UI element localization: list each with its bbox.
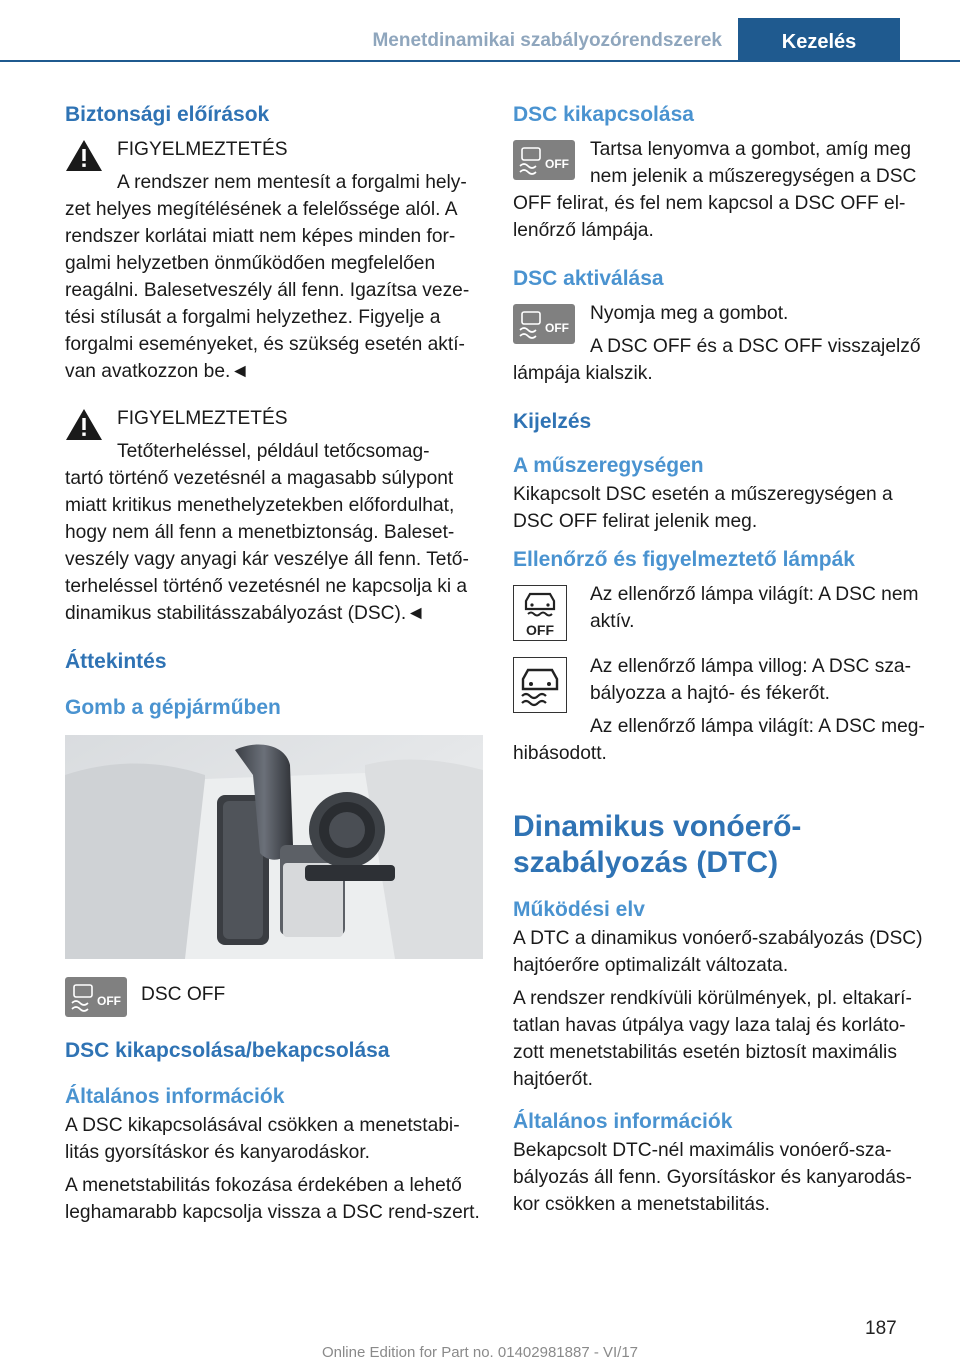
instrument-cluster-text: Kikapcsolt DSC esetén a műszeregységen a DSC OFF felirat jelenik meg. — [513, 484, 893, 532]
lamp-fault-text-first: Az ellenőrző lámpa világít: A DSC meg- — [590, 716, 925, 737]
dsc-off-button-icon — [513, 304, 575, 344]
dsc-off-instruction — [513, 136, 925, 190]
off-icon-label: OFF — [526, 622, 554, 638]
dsc-off-caption: DSC OFF — [141, 984, 226, 1005]
warning-label: FIGYELMEZTETÉS — [117, 408, 288, 429]
dsc-on-instruction — [513, 300, 925, 360]
lamp-fault-text: hibásodott. — [513, 743, 607, 764]
overview-heading: Áttekintés — [65, 650, 167, 673]
dsc-off-button-icon — [65, 977, 127, 1017]
dsc-off-text-first: Tartsa lenyomva a gombot, amíg meg nem jelenik a műszeregységen a DSC — [590, 139, 917, 187]
safety-heading: Biztonsági előírások — [65, 103, 270, 126]
dsc-off-heading: DSC kikapcsolása — [513, 103, 694, 126]
center-console-image — [65, 735, 483, 959]
dtc-heading-line-1: Dinamikus vonóerő- — [513, 810, 802, 843]
lamp-row-off — [513, 581, 925, 643]
warning-text-first: Tetőterheléssel, például tetőcsomag- — [117, 441, 430, 462]
dsc-on-text-2-first: A DSC OFF és a DSC OFF visszajelző — [590, 336, 921, 357]
principle-text-1: A DTC a dinamikus vonóerő-szabályozás (DSC) hajtóerőre optimalizált változata. — [513, 928, 923, 976]
principle-heading: Működési elv — [513, 898, 645, 921]
warning-triangle-icon — [65, 138, 103, 172]
page-number: 187 — [865, 1318, 897, 1339]
warning-label: FIGYELMEZTETÉS — [117, 139, 288, 160]
dsc-active-lamp-icon — [513, 657, 567, 713]
header-rule — [0, 60, 960, 62]
header-section-title: Menetdinamikai szabályozórendszerek — [372, 30, 722, 51]
warning-text: zet helyes megítélésének a felelőssége alól. A rendszer korlátai miatt nem képes minden for-galmi helyzetben önműködően megfelelően reagálni. Balesetveszély áll fenn. Igazítsa veze-tési stílusát a forgalmi helyzethez. Figyelje a forgalmi eseményeket, és szükség esetén aktí-van avatkozzon be.◄ — [65, 199, 470, 382]
general-info-heading-2: Általános információk — [513, 1110, 733, 1133]
right-column — [513, 100, 925, 1224]
dsc-on-text-2: lámpája kialszik. — [513, 363, 653, 384]
edition-footer: Online Edition for Part no. 01402981887 - VI/17 — [321, 1344, 639, 1361]
header-tab: Kezelés — [738, 18, 900, 60]
warning-triangle-icon — [65, 407, 103, 441]
lamp-row-active — [513, 653, 925, 740]
dsc-off-lamp-icon — [513, 585, 567, 641]
button-in-vehicle-heading: Gomb a gépjárműben — [65, 696, 281, 719]
off-icon-label: OFF — [545, 157, 569, 171]
display-heading: Kijelzés — [513, 410, 592, 433]
lamp-off-text: Az ellenőrző lámpa világít: A DSC nem aktív. — [590, 584, 919, 632]
general-info-heading: Általános információk — [65, 1085, 285, 1108]
dsc-off-caption-row — [65, 973, 483, 1008]
dtc-heading-line-2: szabályozás (DTC) — [513, 846, 779, 879]
general-info-text-1: A DSC kikapcsolásával csökken a menetstabi-litás gyorsításkor és kanyarodáskor. — [65, 1115, 460, 1163]
instrument-cluster-heading: A műszeregységen — [513, 454, 704, 477]
dtc-heading — [513, 809, 925, 881]
warning-text-first: A rendszer nem mentesít a forgalmi hely- — [117, 172, 467, 193]
general-info-text-3: Bekapcsolt DTC-nél maximális vonóerő-sza-bályozás áll fenn. Gyorsításkor és kanyarodás-kor csökken a menetstabilitás. — [513, 1140, 912, 1215]
dsc-toggle-heading: DSC kikapcsolása/bekapcsolása — [65, 1039, 390, 1062]
center-console-photo — [65, 735, 483, 959]
lamp-active-text: Az ellenőrző lámpa villog: A DSC sza-bályozza a hajtó- és fékerőt. — [590, 656, 911, 704]
dsc-on-text-1: Nyomja meg a gombot. — [590, 303, 789, 324]
warning-block-2 — [65, 405, 483, 627]
warning-block-1 — [65, 136, 483, 385]
dsc-off-button-icon — [513, 140, 575, 180]
warning-text: tartó történő vezetésnél a magasabb súlypont miatt kritikus menethelyzetekben előfordulhat, hogy nem áll fenn a menetbiztonság. Baleset-veszély vagy anyagi kár veszélye áll fenn. Tető-terheléssel történő vezetésnél ne kapcsolja ki a dinamikus stabilitásszabályozást (DSC).◄ — [65, 468, 469, 624]
off-icon-label: OFF — [97, 994, 121, 1008]
dsc-on-heading: DSC aktiválása — [513, 267, 664, 290]
general-info-text-2: A menetstabilitás fokozása érdekében a lehető leghamarabb kapcsolja vissza a DSC rend-szert. — [65, 1175, 480, 1223]
indicator-lamps-heading: Ellenőrző és figyelmeztető lámpák — [513, 548, 855, 571]
left-column — [65, 100, 483, 1232]
dsc-off-text: OFF felirat, és fel nem kapcsol a DSC OFF el-lenőrző lámpája. — [513, 193, 906, 241]
principle-text-2: A rendszer rendkívüli körülmények, pl. eltakarí-tatlan havas útpálya vagy laza talaj és korláto-zott menetstabilitás esetén biztosít maximális hajtóerőt. — [513, 988, 912, 1090]
off-icon-label: OFF — [545, 321, 569, 335]
